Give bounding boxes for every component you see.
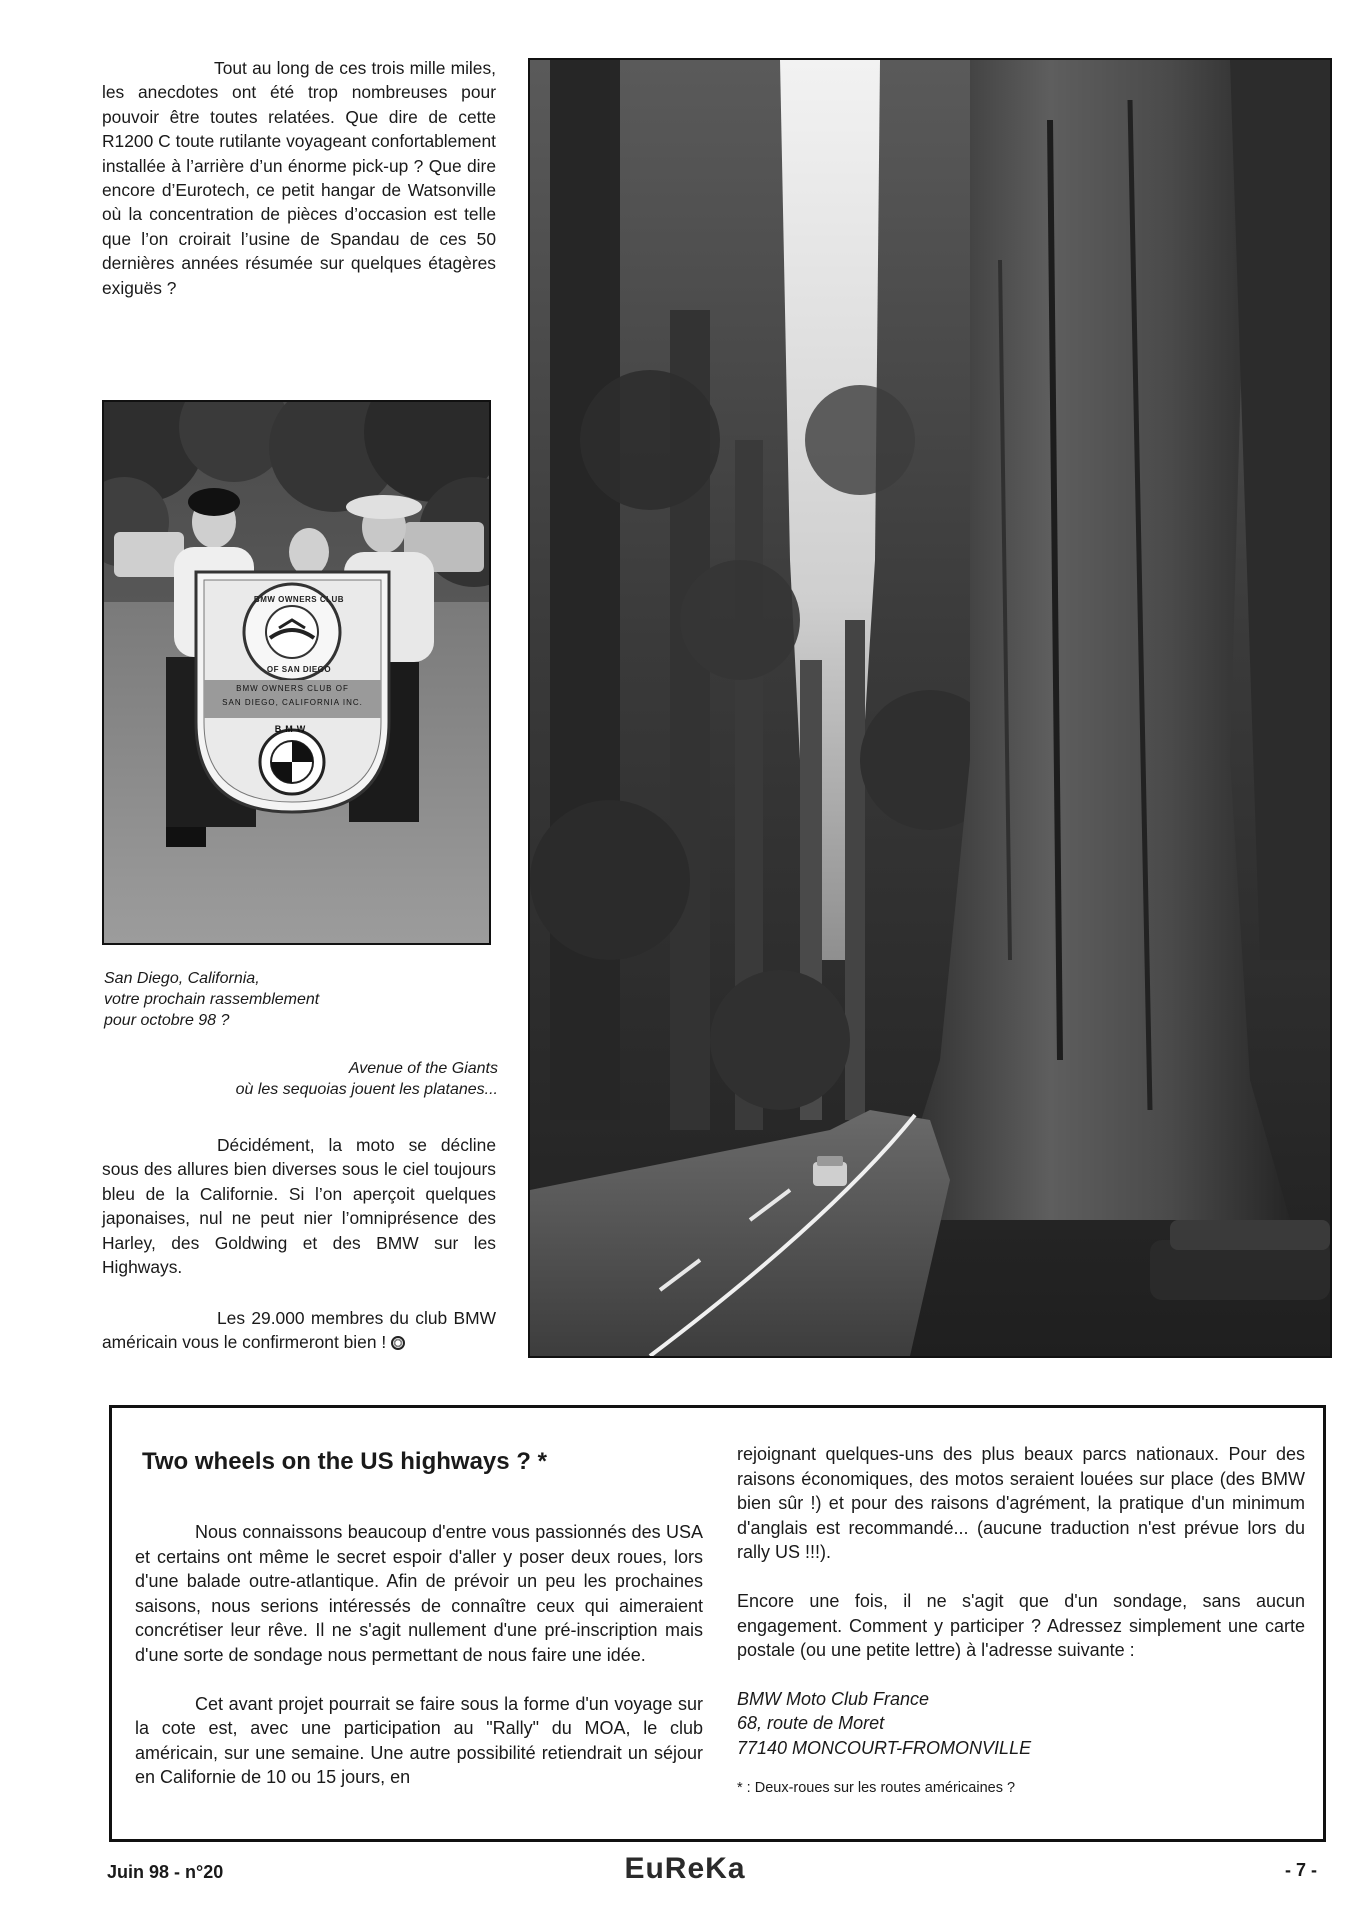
survey-box	[109, 1405, 1326, 1842]
banner-ring-top: BMW OWNERS CLUB	[253, 595, 345, 604]
banner-bmw-logo-text: BMW	[274, 724, 310, 734]
caption-san-diego-line1: San Diego, California,	[104, 970, 260, 987]
caption-giants-line2: où les sequoias jouent les platanes...	[235, 1081, 498, 1098]
footer-issue: Juin 98 - n°20	[107, 1862, 224, 1882]
end-mark-icon	[391, 1336, 405, 1350]
caption-san-diego-line3: pour octobre 98 ?	[104, 1012, 230, 1029]
address-line2: 68, route de Moret	[737, 1713, 885, 1734]
box-footnote: * : Deux-roues sur les routes américaines ?	[737, 1779, 1016, 1796]
paragraph-3	[102, 1306, 496, 1355]
box-left-p2: Cet avant projet pourrait se faire sous la forme d'un voyage sur la cote est, avec une participation au "Rally" du MOA, le club américain, sur une semaine. Une autre possibilité retiendrait un séjour en Californie de 10 ou 15 jours, en	[135, 1693, 703, 1788]
banner-ring-bottom: OF SAN DIEGO	[266, 665, 332, 674]
caption-san-diego	[104, 968, 494, 1031]
box-title: Two wheels on the US highways ? *	[142, 1448, 547, 1475]
box-right-p2: Encore une fois, il ne s'agit que d'un sondage, sans aucun engagement. Comment y participer ? Adressez simplement une carte postale (ou une petite lettre) à l'adresse suivante :	[737, 1590, 1305, 1661]
box-address	[737, 1687, 1305, 1761]
footer-logo: EuReKa	[624, 1852, 746, 1885]
caption-avenue-giants	[104, 1058, 498, 1100]
paragraph-2: Décidément, la moto se décline sous des allures bien diverses sous le ciel toujours bleu de la Californie. Si l’on aperçoit quelques japonaises, nul ne peut nier l’omniprésence des Harley, des Goldwing et des BMW sur les Highways.	[102, 1135, 496, 1278]
box-right-column	[737, 1442, 1305, 1797]
banner-band-line1: BMW OWNERS CLUB OF	[236, 684, 349, 693]
paragraph-3-text: Les 29.000 membres du club BMW américain vous le confirmeront bien !	[102, 1308, 496, 1353]
box-left-column	[135, 1520, 703, 1790]
address-line3: 77140 MONCOURT-FROMONVILLE	[737, 1737, 1032, 1758]
san-diego-photo	[102, 400, 491, 945]
caption-giants-line1: Avenue of the Giants	[348, 1060, 498, 1077]
address-line1: BMW Moto Club France	[737, 1688, 930, 1709]
banner-band-line2: SAN DIEGO, CALIFORNIA INC.	[222, 698, 363, 707]
caption-san-diego-line2: votre prochain rassemblement	[104, 991, 320, 1008]
avenue-of-giants-photo	[528, 58, 1332, 1358]
top-paragraph: Tout au long de ces trois mille miles, les anecdotes ont été trop nombreuses pour pouvoir être toutes relatées. Que dire de cette R1200 C toute rutilante voyageant confortablement installée à l’arrière d’un énorme pick-up ? Que dire encore d’Eurotech, ce petit hangar de Watsonville où la concentration de pièces d’occasion est telle que l’on croirait l’usine de Spandau de ces 50 dernières années résumée sur quelques étagères exiguës ?	[102, 58, 496, 298]
footer-page-number: - 7 -	[1284, 1860, 1317, 1880]
box-left-p1: Nous connaissons beaucoup d'entre vous passionnés des USA et certains ont même le secret espoir d'aller y poser deux roues, lors d'une balade outre-atlantique. Afin de prévoir un peu les prochaines saisons, nous serions intéressés de connaître ceux qui aimeraient concrétiser leur rêve. Il ne s'agit nullement d'une pré-inscription mais d'une sorte de sondage nous permettant de nous faire une idée.	[135, 1522, 703, 1665]
box-right-p1: rejoignant quelques-uns des plus beaux parcs nationaux. Pour des raisons économiques, des motos seraient louées sur place (des BMW bien sûr !) et pour des raisons d'agrément, la pratique d'un minimum d'anglais est recommandé... (aucune traduction n'est prévue lors du rally US !!!).	[737, 1444, 1305, 1563]
